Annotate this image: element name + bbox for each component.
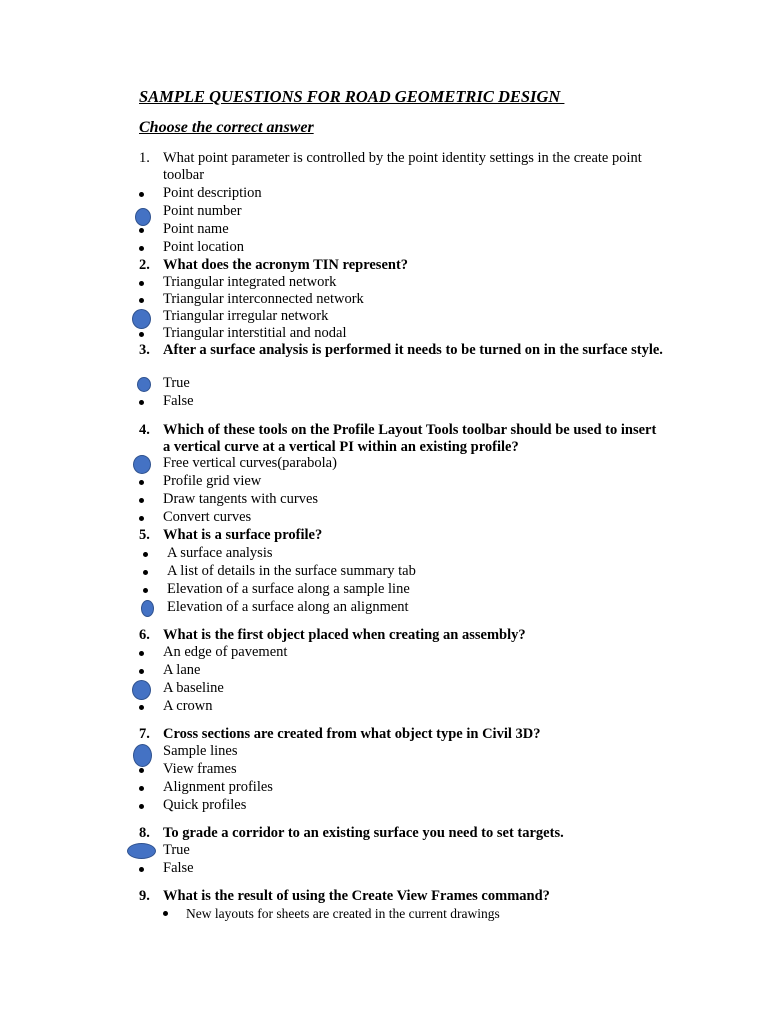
answer-mark-icon — [133, 744, 152, 767]
bullet-icon — [143, 570, 148, 575]
question-number: 7. — [139, 726, 150, 742]
bullet-icon — [139, 192, 144, 197]
option-text: Alignment profiles — [163, 779, 273, 795]
question-text: What does the acronym TIN represent? — [163, 257, 409, 273]
question-text: What point parameter is controlled by the point identity settings in the create point toolbar — [163, 150, 642, 183]
answer-mark-icon — [127, 843, 156, 859]
bullet-icon — [139, 651, 144, 656]
option-text: Point location — [163, 239, 244, 255]
document-title: SAMPLE QUESTIONS FOR ROAD GEOMETRIC DESIGN — [139, 87, 565, 106]
option-text: Triangular interconnected network — [163, 291, 364, 307]
option-text: New layouts for sheets are created in the current drawings — [186, 906, 500, 921]
bullet-icon — [139, 246, 144, 251]
question-number: 3. — [139, 342, 150, 358]
answer-mark-icon — [133, 455, 151, 474]
option-text: Triangular irregular network — [163, 308, 329, 324]
answer-mark-icon — [132, 680, 151, 700]
option-text: A lane — [163, 662, 201, 678]
option-text: Quick profiles — [163, 797, 247, 813]
question-text: After a surface analysis is performed it needs to be turned on in the surface style. — [163, 342, 663, 358]
question-number: 6. — [139, 627, 150, 643]
option-text: True — [163, 375, 190, 391]
option-text: Elevation of a surface along a sample line — [167, 581, 410, 597]
bullet-icon — [139, 332, 144, 337]
option-text: Profile grid view — [163, 473, 262, 489]
bullet-icon — [139, 669, 144, 674]
option-text: Convert curves — [163, 509, 252, 525]
option-text: Triangular integrated network — [163, 274, 337, 290]
question-text: Which of these tools on the Profile Layout Tools toolbar should be used to insert a vertical curve at a vertical PI within an existing profile? — [163, 422, 657, 455]
option-text: True — [163, 842, 190, 858]
option-text: Triangular interstitial and nodal — [163, 325, 347, 341]
document-subtitle: Choose the correct answer — [139, 119, 314, 136]
question-text: To grade a corridor to an existing surface you need to set targets. — [163, 825, 564, 841]
option-text: View frames — [163, 761, 237, 777]
option-text: An edge of pavement — [163, 644, 288, 660]
bullet-icon — [139, 804, 144, 809]
option-text: False — [163, 860, 194, 876]
question-number: 5. — [139, 527, 150, 543]
answer-mark-icon — [137, 377, 151, 392]
bullet-icon — [139, 281, 144, 286]
option-text: Free vertical curves(parabola) — [163, 455, 337, 471]
question-text: What is the first object placed when creating an assembly? — [163, 627, 526, 643]
option-text: Sample lines — [163, 743, 238, 759]
bullet-icon — [139, 867, 144, 872]
option-text: Point number — [163, 203, 242, 219]
question-number: 4. — [139, 422, 150, 438]
question-number: 1. — [139, 150, 150, 166]
question-number: 8. — [139, 825, 150, 841]
bullet-icon — [139, 480, 144, 485]
question-text: Cross sections are created from what object type in Civil 3D? — [163, 726, 541, 742]
bullet-icon — [143, 552, 148, 557]
bullet-icon — [139, 768, 144, 773]
option-text: Draw tangents with curves — [163, 491, 319, 507]
bullet-icon — [139, 400, 144, 405]
option-text: A surface analysis — [167, 545, 273, 561]
answer-mark-icon — [132, 309, 151, 329]
bullet-icon — [139, 705, 144, 710]
answer-mark-icon — [141, 600, 154, 617]
bullet-icon — [139, 298, 144, 303]
bullet-icon — [139, 498, 144, 503]
bullet-icon — [143, 588, 148, 593]
option-text: A list of details in the surface summary tab — [167, 563, 416, 579]
option-text: False — [163, 393, 194, 409]
bullet-icon — [139, 516, 144, 521]
bullet-icon — [139, 786, 144, 791]
option-text: Elevation of a surface along an alignment — [167, 599, 409, 615]
answer-mark-icon — [135, 208, 151, 226]
option-text: Point description — [163, 185, 262, 201]
option-text: A baseline — [163, 680, 224, 696]
question-number: 2. — [139, 257, 150, 273]
question-number: 9. — [139, 888, 150, 904]
option-text: Point name — [163, 221, 229, 237]
question-text: What is the result of using the Create View Frames command? — [163, 888, 550, 904]
question-text: What is a surface profile? — [163, 527, 323, 543]
bullet-icon — [139, 228, 144, 233]
bullet-icon — [163, 911, 168, 916]
option-text: A crown — [163, 698, 213, 714]
